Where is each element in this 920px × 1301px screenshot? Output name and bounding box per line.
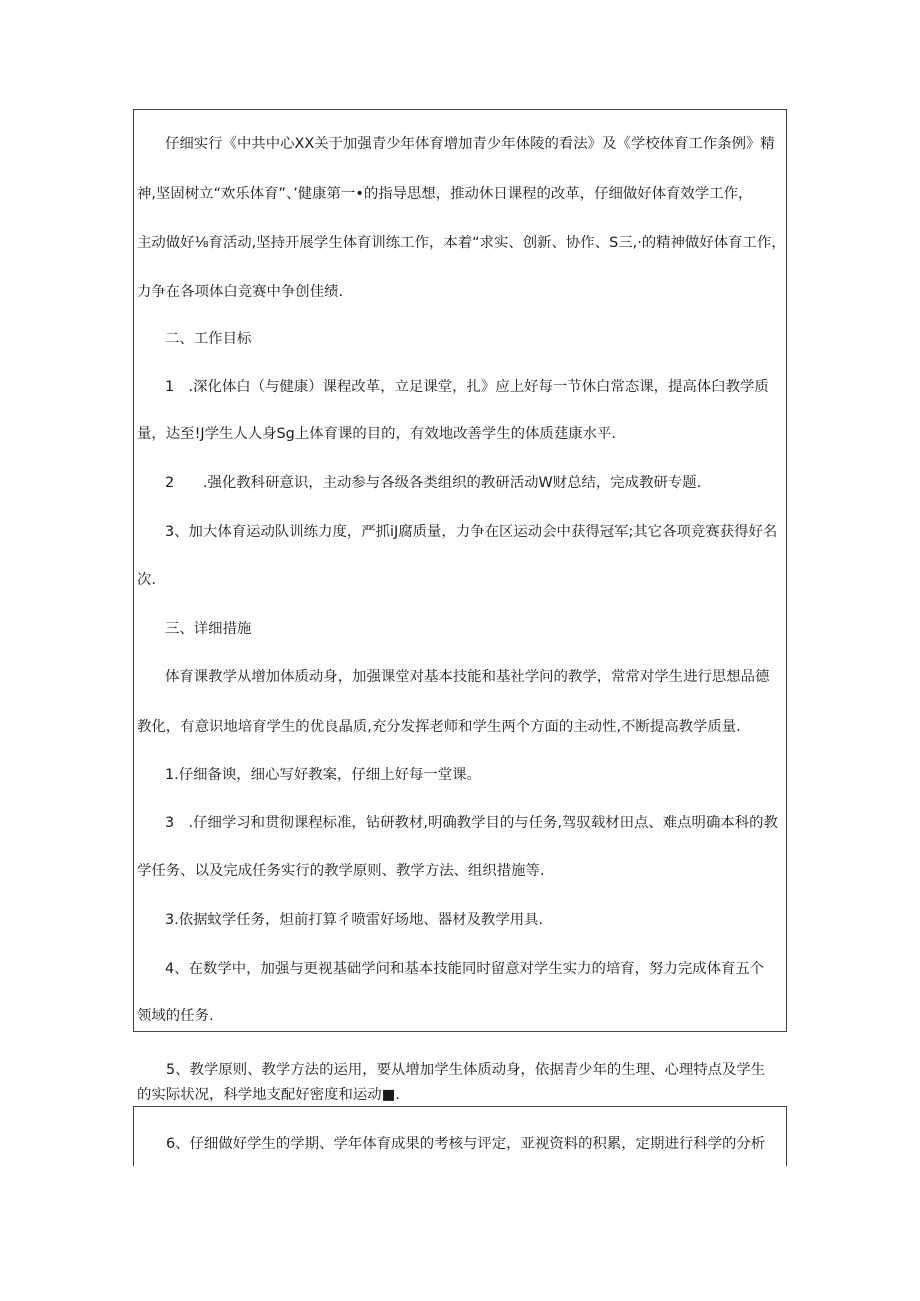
- measures-intro-line-1: 体育课教学从增加体质动身，加强课堂对基本技能和基社学问的教学，常常对学生进行思想品德: [165, 669, 770, 685]
- goal-3-line-1: 3、加大体育运动队训练力度，严抓iJ腐质量，力争在区运动会中获得冠军;其它各项竞赛获得好名: [165, 524, 778, 540]
- measure-2-line-1: 3 .仔细学习和贯彻课程标准，钻研教材,明确教学目的与任务,驾驭载材田点、难点明确本科的教: [165, 815, 778, 831]
- measure-4-line-2: 领域的任务.: [137, 1008, 214, 1024]
- goal-1-line-2: 量，达至!J学生人人身Sg上体育课的目的，有效地改善学生的体质莛康水平.: [137, 426, 616, 442]
- goal-1-line-1: 1 .深化体白（与健康）课程改革，立足课堂，扎》应上好每一节休白常态课，提高体臼教学质: [165, 379, 769, 395]
- section-heading-goals: 二、工作目标: [165, 331, 252, 347]
- paragraph-1-line-1: 仔细实行《中共中心XX关于加强青少年体育增加青少年体陵的看法》及《学校体育工作条例》精: [165, 136, 775, 152]
- measure-6-line-1: 6、仔细做好学生的学期、学年体育成果的考核与评定，亚视资料的积累，定期进行科学的分析: [166, 1136, 766, 1152]
- measures-intro-line-2: 教化，有意识地培育学生的优良晶质,充分发挥老师和学生两个方面的主动性,不断提高教学质量.: [137, 719, 741, 735]
- measure-2-line-2: 学任务、以及完成任务实行的教学原则、教学方法、组织措施等.: [137, 863, 545, 879]
- measure-3: 3.依据蚊学任务，炟前打算彳喷雷好场地、器材及教学用具.: [165, 912, 544, 928]
- measure-5-line-2: 的实际状况，科学地支配好密度和运动■.: [137, 1087, 400, 1103]
- measure-4-line-1: 4、在数学中，加强与更视基础学问和基本技能同时留意对学生实力的培育，努力完成体育五个: [165, 961, 765, 977]
- goal-3-line-2: 次.: [137, 572, 156, 588]
- paragraph-1-line-3: 主动做好⅛育活动,坚持开展学生体育训练工作，本着“求实、创新、协作、S三,·的精神做好体育工作，: [137, 235, 786, 251]
- section-heading-measures: 三、详细措施: [165, 621, 252, 637]
- paragraph-1-line-4: 力争在各项体白竞赛中争创佳绩.: [137, 284, 344, 300]
- paragraph-1-line-2: 神,坚固树立“欢乐体育”、’健康第一•的指导思想，推动休日课程的改革，仔细做好体育效学工作，: [137, 186, 753, 202]
- measure-5-line-1: 5、教学原则、教学方法的运用，要从增加学生体质动身，依据青少年的生理、心理特点及学生: [166, 1062, 766, 1078]
- measure-1: 1.仔细备谀，细心写好教案，仔细上好每一堂课。: [165, 767, 481, 783]
- goal-2: 2 .强化教科研意识，主动参与各级各类组织的教研活动W财总结，完成教研专题.: [165, 475, 702, 491]
